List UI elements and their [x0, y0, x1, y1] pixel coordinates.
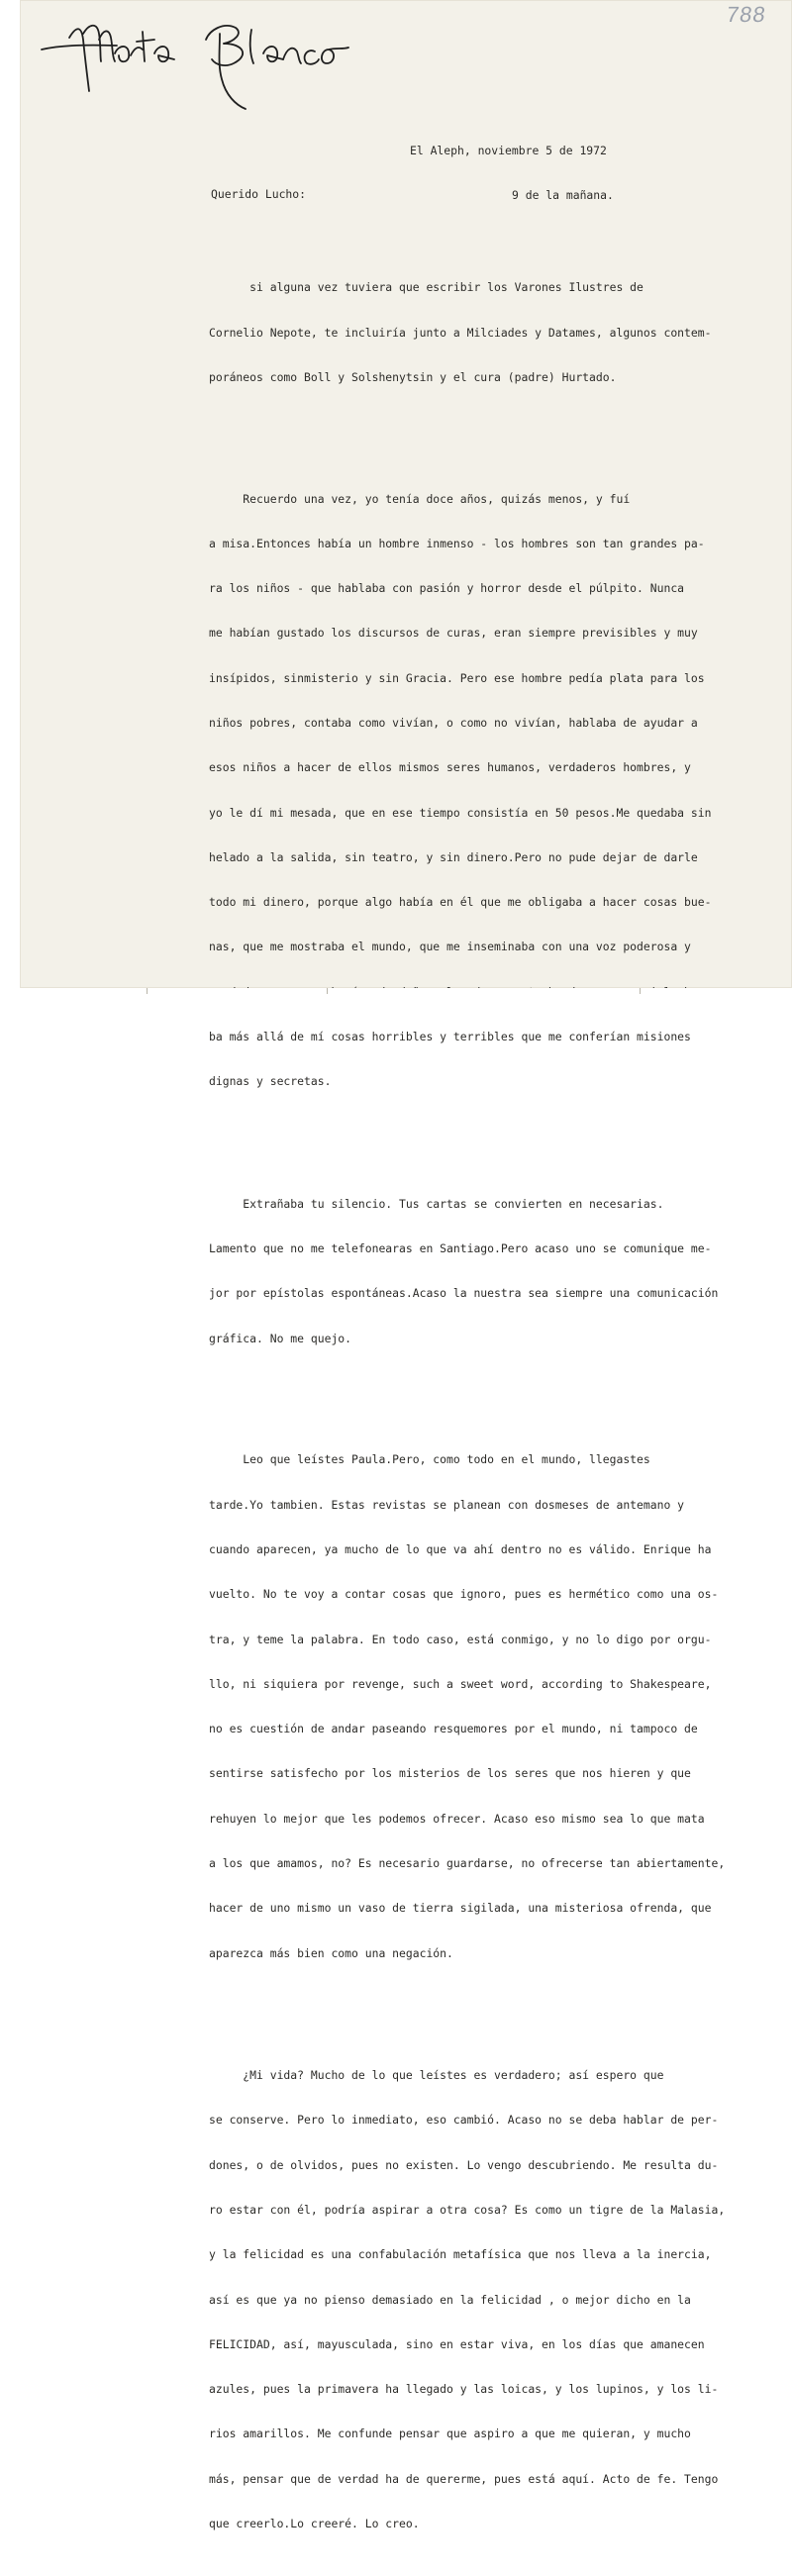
text-line: dignas y secretas.: [209, 1074, 332, 1089]
text-line: si alguna vez tuviera que escribir los Varones Ilustres de: [209, 280, 644, 295]
salutation: Querido Lucho:: [211, 187, 307, 201]
text-line: Recuerdo una vez, yo tenía doce años, quizás menos, y fuí: [209, 491, 631, 506]
text-line: llo, ni siquiera por revenge, such a sweet word, according to Shakespeare,: [209, 1676, 712, 1691]
text-line: tra, y teme la palabra. En todo caso, está conmigo, y no lo digo por orgu-: [209, 1632, 712, 1646]
paragraph-recuerdo: [209, 461, 788, 1119]
text-line: vuelto. No te voy a contar cosas que ignoro, pues es hermético como una os-: [209, 1587, 719, 1602]
text-line: ra los niños - que hablaba con pasión y horror desde el púlpito. Nunca: [209, 581, 685, 596]
paragraph-mi-vida: [209, 2038, 788, 2561]
text-line: esos niños a hacer de ellos mismos seres humanos, verdaderos hombres, y: [209, 760, 691, 775]
text-line: ba más allá de mí cosas horribles y terribles que me conferían misiones: [209, 1029, 691, 1043]
text-line: Cornelio Nepote, te incluiría junto a Milciades y Datames, algunos contem-: [209, 325, 712, 340]
text-line: FELICIDAD, así, mayusculada, sino en estar viva, en los días que amanecen: [209, 2336, 705, 2351]
text-line: yo le dí mi mesada, que en ese tiempo consistía en 50 pesos.Me quedaba sin: [209, 805, 712, 820]
text-line: helado a la salida, sin teatro, y sin dinero.Pero no pude dejar de darle: [209, 849, 698, 864]
text-line: más, pensar que de verdad ha de quererme, pues está aquí. Acto de fe. Tengo: [209, 2471, 719, 2486]
text-line: rehuyen lo mejor que les podemos ofrecer. Acaso eso mismo sea lo que mata: [209, 1811, 705, 1826]
letter-body: [209, 221, 788, 2576]
text-line: azules, pues la primavera ha llegado y las loicas, y los lupinos, y los li-: [209, 2382, 719, 2397]
text-line: me habían gustado los discursos de curas, eran siempre previsibles y muy: [209, 626, 698, 641]
text-line: poráneos como Boll y Solshenytsin y el cura (padre) Hurtado.: [209, 369, 617, 384]
text-line: ¿Mi vida? Mucho de lo que leístes es verdadero; así espero que: [209, 2068, 664, 2083]
scan-tick-mark: [327, 988, 328, 994]
text-line: aparezca más bien como una negación.: [209, 1945, 453, 1960]
text-line: hacer de uno mismo un vaso de tierra sigilada, una misteriosa ofrenda, que: [209, 1901, 712, 1916]
text-line: tarde.Yo tambien. Estas revistas se planean con dosmeses de antemano y: [209, 1497, 685, 1512]
text-line: rios amarillos. Me confunde pensar que aspiro a que me quieran, y mucho: [209, 2427, 691, 2441]
text-line: dones, o de olvidos, pues no existen. Lo vengo descubriendo. Me resulta du-: [209, 2157, 719, 2172]
text-line: todo mi dinero, porque algo había en él que me obligaba a hacer cosas bue-: [209, 895, 712, 910]
text-line: cuando aparecen, ya mucho de lo que va ahí dentro no es válido. Enrique ha: [209, 1541, 712, 1556]
letter-time: 9 de la mañana.: [512, 188, 614, 203]
scan-bottom-margin: [0, 988, 792, 1005]
text-line: así es que ya no pienso demasiado en la felicidad , o mejor dicho en la: [209, 2292, 691, 2307]
paragraph-paula: [209, 1423, 788, 1991]
text-line: gráfica. No me quejo.: [209, 1331, 352, 1345]
text-line: Leo que leístes Paula.Pero, como todo en el mundo, llegastes: [209, 1452, 650, 1467]
text-line: y la felicidad es una confabulación metafísica que nos lleva a la inercia,: [209, 2247, 712, 2262]
text-line: ro estar con él, podría aspirar a otra cosa? Es como un tigre de la Malasia,: [209, 2203, 726, 2217]
paragraph-extranaba: [209, 1167, 788, 1376]
letter-date: El Aleph, noviembre 5 de 1972: [410, 144, 607, 158]
text-line: insípidos, sinmisterio y sin Gracia. Pero ese hombre pedía plata para los: [209, 670, 705, 685]
text-line: que creerlo.Lo creeré. Lo creo.: [209, 2516, 420, 2530]
text-line: niños pobres, contaba como vivían, o como no vivían, hablaba de ayudar a: [209, 716, 698, 730]
text-line: Extrañaba tu silencio. Tus cartas se convierten en necesarias.: [209, 1196, 664, 1211]
scan-tick-mark: [147, 988, 148, 994]
text-line: a misa.Entonces había un hombre inmenso - los hombres son tan grandes pa-: [209, 536, 705, 550]
text-line: se conserve. Pero lo inmediato, eso cambió. Acaso no se deba hablar de per-: [209, 2113, 719, 2128]
text-line: Lamento que no me telefonearas en Santiago.Pero acaso uno se comunique me-: [209, 1241, 712, 1256]
handwritten-signature: [40, 10, 356, 114]
text-line: sentirse satisfecho por los misterios de los seres que nos hieren y que: [209, 1766, 691, 1781]
text-line: a los que amamos, no? Es necesario guardarse, no ofrecerse tan abiertamente,: [209, 1855, 726, 1870]
letter-date-heading: [410, 114, 614, 219]
text-line: jor por epístolas espontáneas.Acaso la nuestra sea siempre una comunicación: [209, 1286, 719, 1301]
scan-tick-mark: [640, 988, 641, 994]
paragraph-varones-ilustres: [209, 250, 788, 415]
text-line: no es cuestión de andar paseando resquemores por el mundo, ni tampoco de: [209, 1722, 698, 1736]
archive-page-number: 788: [725, 2, 768, 27]
text-line: nas, que me mostraba el mundo, que me inseminaba con una voz poderosa y: [209, 940, 691, 954]
